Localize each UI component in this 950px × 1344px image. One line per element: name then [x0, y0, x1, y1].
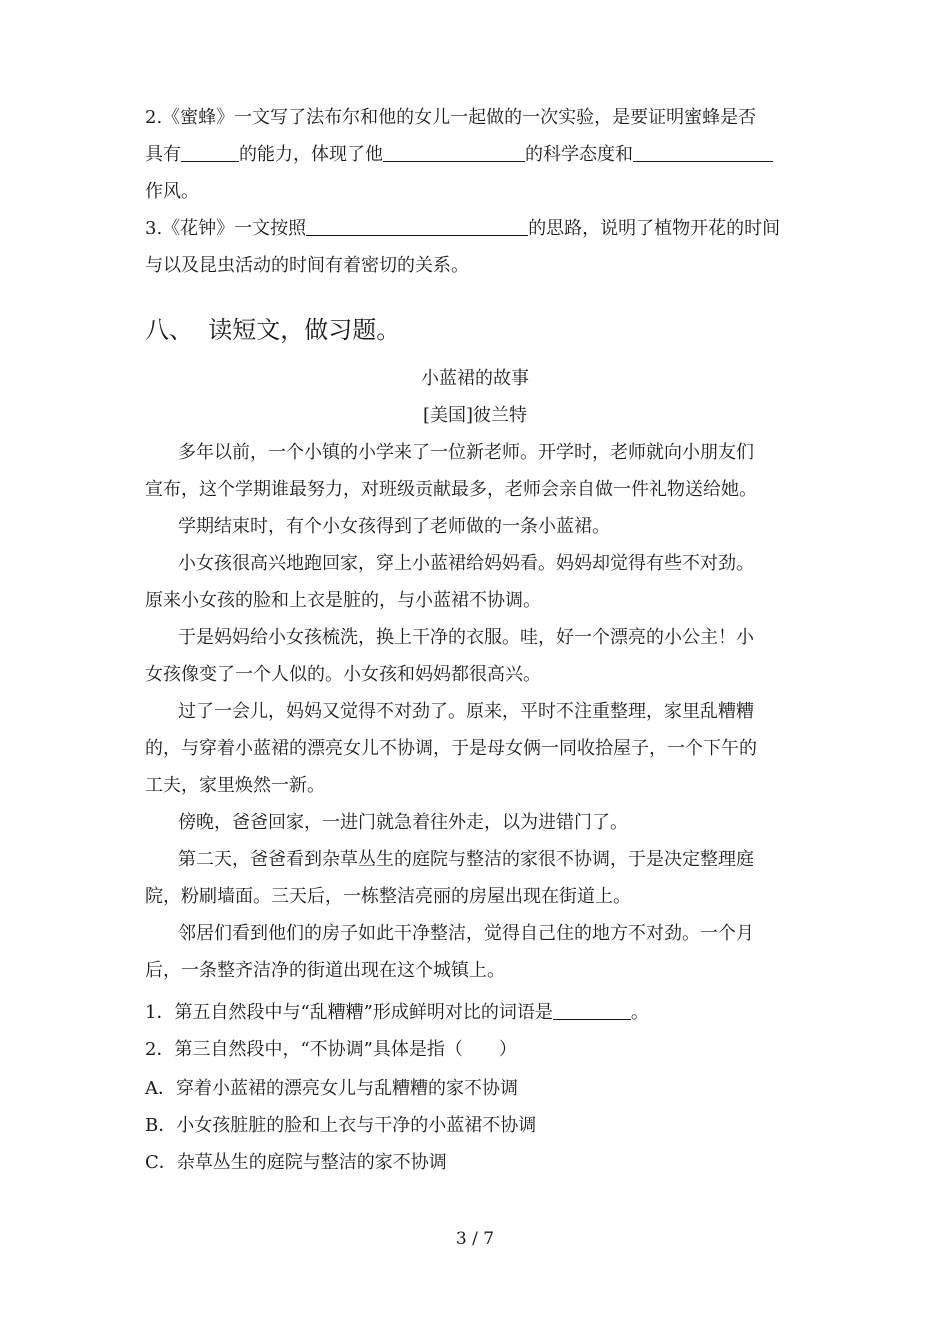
question-2-text-a: 具有	[145, 144, 181, 165]
paragraph-line: 宣布，这个学期谁最努力，对班级贡献最多，老师会亲自做一件礼物送给她。	[145, 479, 757, 500]
section-heading: 八、 读短文，做习题。	[145, 316, 401, 344]
paragraph-line: 过了一会儿，妈妈又觉得不对劲了。原来，平时不注重整理，家里乱糟糟	[178, 701, 754, 722]
question-3-line-1	[145, 217, 780, 241]
question-3-text-a: 3.《花钟》一文按照	[145, 218, 307, 239]
answer-blank[interactable]	[383, 143, 525, 162]
story-author: [美国]彼兰特	[422, 405, 528, 426]
question-2-line-1: 2.《蜜蜂》一文写了法布尔和他的女儿一起做的一次实验，是要证明蜜蜂是否	[145, 107, 757, 128]
paragraph-line: 原来小女孩的脸和上衣是脏的，与小蓝裙不协调。	[145, 590, 541, 611]
paragraph-line: 工夫，家里焕然一新。	[145, 775, 325, 796]
answer-blank[interactable]	[181, 143, 239, 162]
paragraph-line: 第二天，爸爸看到杂草丛生的庭院与整洁的家很不协调，于是决定整理庭	[178, 849, 754, 870]
paragraph-line: 学期结束时，有个小女孩得到了老师做的一条小蓝裙。	[178, 516, 610, 537]
option-a[interactable]: A．穿着小蓝裙的漂亮女儿与乱糟糟的家不协调	[145, 1078, 518, 1099]
paragraph-line: 的，与穿着小蓝裙的漂亮女儿不协调，于是母女俩一同收拾屋子，一个下午的	[145, 738, 757, 759]
answer-blank[interactable]	[306, 217, 528, 236]
answer-blank[interactable]	[553, 1001, 631, 1020]
question-2-text-b: 的能力，体现了他	[239, 144, 383, 165]
question-3-line-2: 与以及昆虫活动的时间有着密切的关系。	[145, 255, 469, 276]
paragraph-line: 院，粉刷墙面。三天后，一栋整洁亮丽的房屋出现在街道上。	[145, 886, 631, 907]
paragraph-line: 小女孩很高兴地跑回家，穿上小蓝裙给妈妈看。妈妈却觉得有些不对劲。	[178, 553, 754, 574]
question-2-text-c: 的科学态度和	[525, 144, 633, 165]
option-b[interactable]: B．小女孩脏脏的脸和上衣与干净的小蓝裙不协调	[145, 1115, 537, 1136]
story-title: 小蓝裙的故事	[421, 368, 529, 389]
option-c[interactable]: C．杂草丛生的庭院与整洁的家不协调	[145, 1152, 447, 1173]
paragraph-line: 多年以前，一个小镇的小学来了一位新老师。开学时，老师就向小朋友们	[178, 442, 754, 463]
question-1-text: 1．第五自然段中与“乱糟糟”形成鲜明对比的词语是	[145, 1002, 553, 1023]
question-2-line-3: 作风。	[145, 181, 199, 202]
answer-blank[interactable]	[633, 143, 773, 162]
page-number: 3 / 7	[455, 1229, 495, 1249]
question-2: 2．第三自然段中，“不协调”具体是指（ ）	[145, 1039, 517, 1060]
paragraph-line: 于是妈妈给小女孩梳洗，换上干净的衣服。哇，好一个漂亮的小公主！小	[178, 627, 754, 648]
paragraph-line: 女孩像变了一个人似的。小女孩和妈妈都很高兴。	[145, 664, 541, 685]
question-2-line-2	[145, 143, 773, 167]
question-1-end: 。	[630, 1002, 649, 1023]
paragraph-line: 后，一条整齐洁净的街道出现在这个城镇上。	[145, 960, 505, 981]
paragraph-line: 傍晚，爸爸回家，一进门就急着往外走，以为进错门了。	[178, 812, 628, 833]
question-3-text-b: 的思路，说明了植物开花的时间	[528, 218, 781, 239]
paragraph-line: 邻居们看到他们的房子如此干净整洁，觉得自己住的地方不对劲。一个月	[178, 923, 754, 944]
question-1	[145, 1001, 649, 1025]
